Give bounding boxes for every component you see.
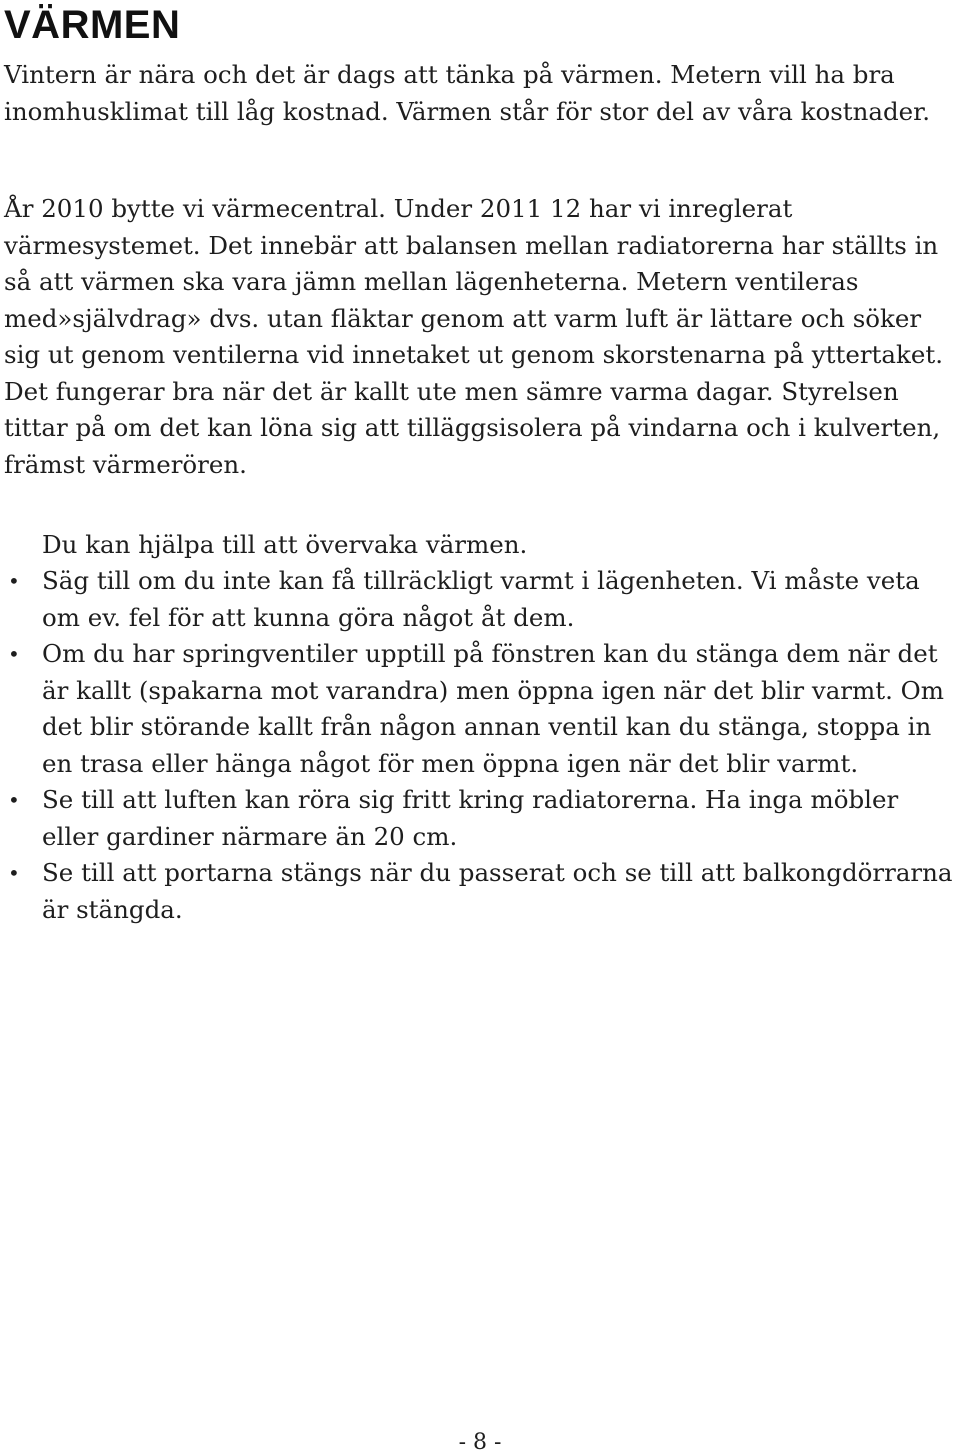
page-title: VÄRMEN	[4, 3, 181, 47]
list-item-text: Se till att luften kan röra sig fritt kring radiatorerna. Ha inga möbler eller gardiner närmare än 20 cm.	[42, 785, 899, 851]
bullet-icon: •	[8, 569, 20, 593]
list-item-text: Om du har springventiler upptill på fönstren kan du stänga dem när det är kallt (spakarna mot varandra) men öppna igen när det blir varmt. Om det blir störande kallt från någon annan ventil kan du stänga, stoppa in en trasa eller hänga något för men öppna igen när det blir varmt.	[42, 639, 944, 778]
list-item	[0, 782, 960, 855]
list-item	[0, 636, 960, 782]
bullet-icon: •	[8, 788, 20, 812]
list-item	[0, 563, 960, 636]
help-lead-in: Du kan hjälpa till att övervaka värmen.	[42, 530, 528, 559]
bullet-icon: •	[8, 642, 20, 666]
bullet-icon: •	[8, 861, 20, 885]
list-item-text: Säg till om du inte kan få tillräckligt varmt i lägenheten. Vi måste veta om ev. fel för att kunna göra något åt dem.	[42, 566, 920, 632]
advice-list	[0, 563, 960, 928]
intro-paragraph: Vintern är nära och det är dags att tänka på värmen. Metern vill ha bra inomhusklimat till låg kostnad. Värmen står för stor del av våra kostnader.	[4, 60, 930, 126]
list-item-text: Se till att portarna stängs när du passerat och se till att balkongdörrarna är stängda.	[42, 858, 953, 924]
page-number: - 8 -	[458, 1430, 502, 1455]
ventilation-paragraph: År 2010 bytte vi värmecentral. Under 2011 12 har vi inreglerat värmesystemet. Det innebär att balansen mellan radiatorerna har ställts in så att värmen ska vara jämn mellan lägenheterna. Metern ventileras med»självdrag» dvs. utan fläktar genom att varm luft är lättare och söker sig ut genom ventilerna vid innetaket ut genom skorstenarna på yttertaket. Det fungerar bra när det är kallt ute men sämre varma dagar. Styrelsen tittar på om det kan löna sig att tilläggsisolera på vindarna och i kulverten, främst värmerören.	[4, 194, 943, 479]
list-item	[0, 855, 960, 928]
